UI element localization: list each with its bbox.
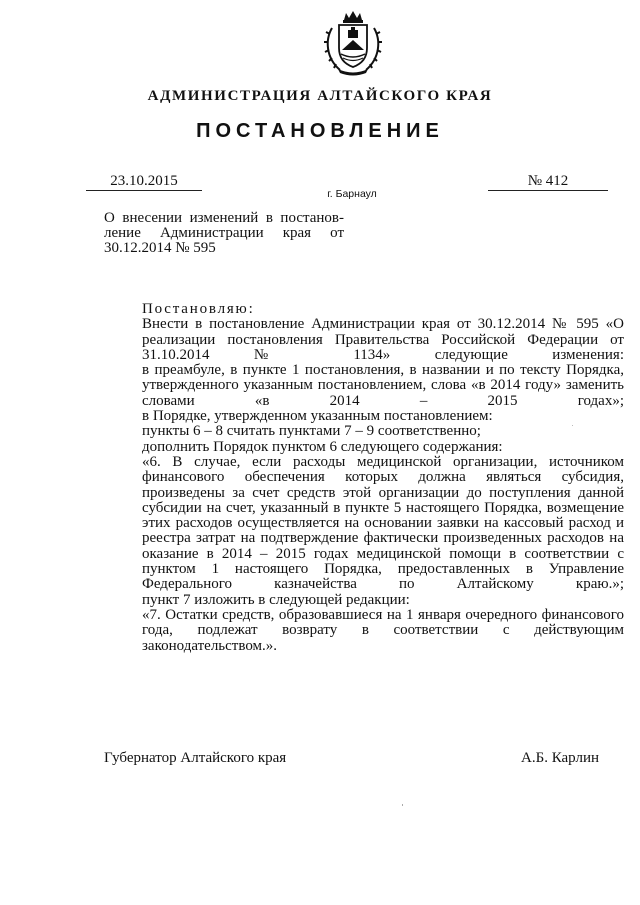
body-paragraph: «6. В случае, если расходы медицинской организации, источником финансового обеспечения которых должна являться субсидия, произведены за счет средств этой организации до поступления данной субсидии на счет, указанный в пункте 5 настоящего Порядка, возмещение этих расходов осуществляется на основании заявки на кассовый расход и реестра затрат на подтверждение фактически произведенных расходов на оказание в 2014 – 2015 годах медицинской помощи в соответствии с пунктом 1 настоящего Порядка, предоставленных в Управление Федерального казначейства по Алтайскому краю.»; xyxy=(142,453,624,593)
body-paragraph: пункты 6 – 8 считать пунктами 7 – 9 соответственно; xyxy=(142,423,481,440)
signer-name: А.Б. Карлин xyxy=(521,750,600,766)
body-paragraph: дополнить Порядок пунктом 6 следующего содержания: xyxy=(142,438,503,455)
body-paragraph: «7. Остатки средств, образовавшиеся на 1 января очередного финансового года, подлежат возврату в соответствии с действующим законодательством.». xyxy=(142,606,624,654)
subject-line: 30.12.2014 № 595 xyxy=(104,240,216,256)
body-paragraph: пункт 7 изложить в следующей редакции: xyxy=(142,591,410,608)
altai-coat-of-arms-icon xyxy=(322,10,384,76)
document-city: г. Барнаул xyxy=(327,188,377,200)
body-paragraph: в преамбуле, в пункте 1 постановления, в названии и по тексту Порядка, утвержденного указанным постановлением, слова «в 2014 году» заменить словами «в 2014 – 2015 годах»; xyxy=(142,362,624,409)
document-body xyxy=(104,302,624,654)
scan-speck xyxy=(402,804,403,806)
body-paragraph: в Порядке, утвержденном указанным постановлением: xyxy=(142,408,493,425)
body-paragraph: Внести в постановление Администрации края от 30.12.2014 № 595 «О реализации постановления Правительства Российской Федерации от 31.10.2014 № 1134» следующие изменения: xyxy=(142,316,624,363)
document-number: № 412 xyxy=(488,173,608,191)
document-subject xyxy=(104,211,344,256)
subject-line: О внесении изменений в постанов- xyxy=(104,210,344,226)
document-type-heading: ПОСТАНОВЛЕНИЕ xyxy=(196,120,444,142)
scan-speck xyxy=(572,425,573,426)
subject-line: ление Администрации края от xyxy=(104,225,344,241)
authority-heading: АДМИНИСТРАЦИЯ АЛТАЙСКОГО КРАЯ xyxy=(147,88,493,104)
decree-word: Постановляю: xyxy=(142,301,255,317)
signer-title: Губернатор Алтайского края xyxy=(104,750,287,766)
document-date: 23.10.2015 xyxy=(86,173,202,191)
